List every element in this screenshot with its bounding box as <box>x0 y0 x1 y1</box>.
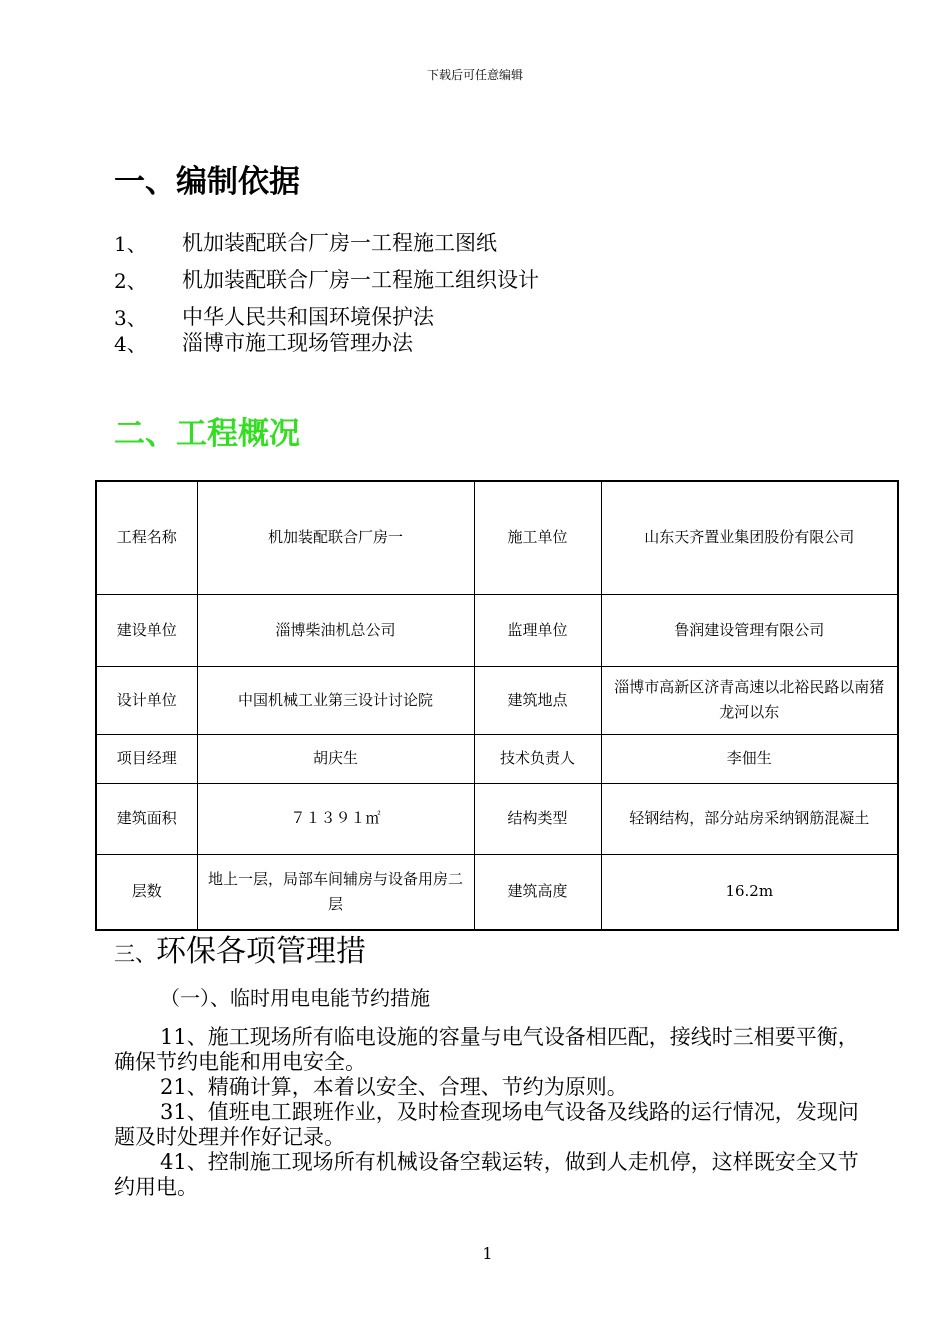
table-cell-label: 结构类型 <box>474 783 601 854</box>
page-number: 1 <box>482 1244 493 1263</box>
table-cell-label: 建设单位 <box>96 594 197 666</box>
section3-subtitle: （一）、临时用电电能节约措施 <box>160 986 430 1010</box>
list-item-number: 1、 <box>114 232 147 256</box>
paragraph: 21、精确计算，本着以安全、合理、节约为原则。 <box>160 1075 628 1099</box>
section3-title <box>114 926 366 970</box>
table-cell-label: 层数 <box>96 854 197 930</box>
list-item-text: 淄博市施工现场管理办法 <box>182 331 413 355</box>
table-row <box>96 666 898 734</box>
table-row <box>96 783 898 854</box>
table-cell-value: 地上一层，局部车间辅房与设备用房二层 <box>197 854 474 930</box>
paragraph: 41、控制施工现场所有机械设备空载运转，做到人走机停，这样既安全又节约用电。 <box>114 1150 859 1199</box>
table-row <box>96 734 898 783</box>
table-cell-label: 施工单位 <box>474 481 601 594</box>
table-cell-label: 建筑高度 <box>474 854 601 930</box>
table-cell-label: 工程名称 <box>96 481 197 594</box>
table-cell-value: ７１３９１㎡ <box>197 783 474 854</box>
section2-title: 二、工程概况 <box>114 416 300 452</box>
table-cell-value: 中国机械工业第三设计讨论院 <box>197 666 474 734</box>
section1-title: 一、编制依据 <box>114 164 300 200</box>
table-cell-label: 项目经理 <box>96 734 197 783</box>
list-item-number: 4、 <box>114 332 147 356</box>
paragraph: 31、值班电工跟班作业，及时检查现场电气设备及线路的运行情况，发现问题及时处理并作好记录。 <box>114 1100 859 1149</box>
project-overview-table <box>95 480 899 931</box>
list-item-text: 机加装配联合厂房一工程施工图纸 <box>182 231 497 255</box>
list-item-text: 机加装配联合厂房一工程施工组织设计 <box>182 268 539 292</box>
table-cell-value: 李佃生 <box>601 734 898 783</box>
paragraph: 11、施工现场所有临电设施的容量与电气设备相匹配，接线时三相要平衡，确保节约电能和用电安全。 <box>114 1025 859 1074</box>
table-cell-label: 建筑地点 <box>474 666 601 734</box>
table-cell-value: 淄博柴油机总公司 <box>197 594 474 666</box>
section3-title-main: 环保各项管理措 <box>156 934 366 969</box>
table-cell-value: 鲁润建设管理有限公司 <box>601 594 898 666</box>
table-cell-label: 设计单位 <box>96 666 197 734</box>
table-cell-value: 山东天齐置业集团股份有限公司 <box>601 481 898 594</box>
table-cell-label: 监理单位 <box>474 594 601 666</box>
table-cell-value: 轻钢结构，部分站房采纳钢筋混凝土 <box>601 783 898 854</box>
table-cell-label: 技术负责人 <box>474 734 601 783</box>
table-row <box>96 854 898 930</box>
table-cell-value: 淄博市高新区济青高速以北裕民路以南猪龙河以东 <box>601 666 898 734</box>
table-cell-value: 胡庆生 <box>197 734 474 783</box>
section3-title-prefix: 三、 <box>114 942 156 966</box>
list-item-number: 2、 <box>114 269 147 293</box>
table-cell-value: 机加装配联合厂房一 <box>197 481 474 594</box>
list-item-number: 3、 <box>114 306 147 330</box>
list-item-text: 中华人民共和国环境保护法 <box>182 305 434 329</box>
table-row <box>96 481 898 594</box>
table-row <box>96 594 898 666</box>
page-header: 下载后可任意编辑 <box>426 68 523 82</box>
table-cell-label: 建筑面积 <box>96 783 197 854</box>
table-cell-value: 16.2m <box>601 854 898 930</box>
